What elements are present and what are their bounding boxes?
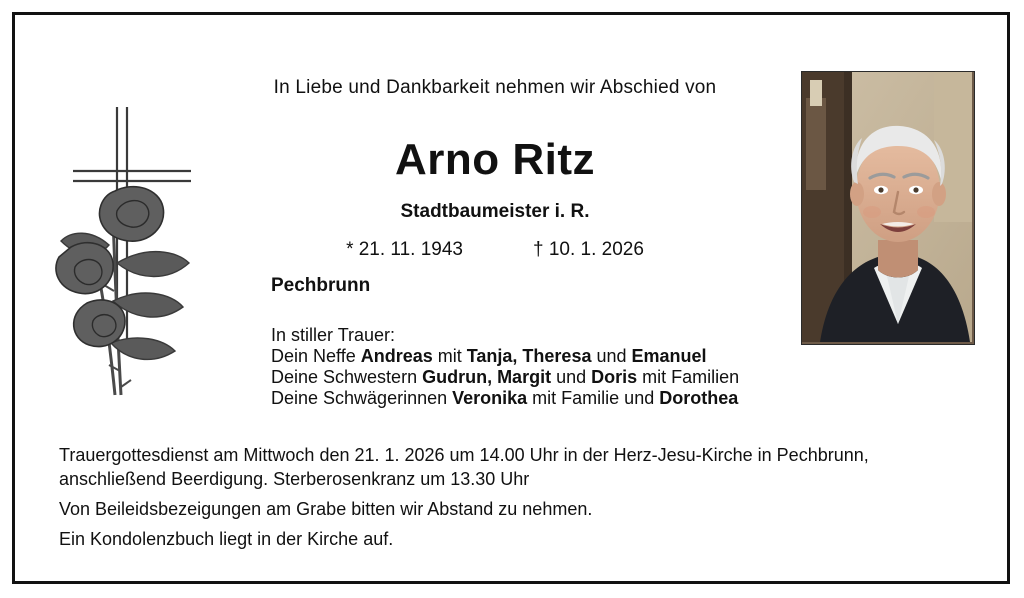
birth-date: * 21. 11. 1943 [346,239,463,260]
intro-line: In Liebe und Dankbarkeit nehmen wir Abschied von [273,77,717,98]
place: Pechbrunn [271,275,371,296]
mourners-1-b1: Andreas [360,346,433,366]
mourners-1-prefix: Dein Neffe [271,346,361,366]
service-line-4: Ein Kondolenzbuch liegt in der Kirche auf. [59,529,394,549]
service-details [59,443,989,557]
mourners-1-mid1: mit [432,346,467,366]
mourners-line-1 [271,346,739,367]
mourners-block [271,325,739,409]
service-line-3: Von Beileidsbezeigungen am Grabe bitten wir Abstand zu nehmen. [59,499,593,519]
mourners-3-b1: Veronika [452,388,528,408]
life-dates [205,239,785,261]
portrait-photo [801,71,975,345]
mourners-1-mid2: und [591,346,632,366]
service-line-2: anschließend Beerdigung. Sterberosenkranz um 13.30 Uhr [59,469,530,489]
mourners-2-b2: Doris [591,367,638,387]
mourners-3-b2: Dorothea [659,388,739,408]
mourners-2-mid2: mit Familien [637,367,740,387]
service-line-1: Trauergottesdienst am Mittwoch den 21. 1. 2026 um 14.00 Uhr in der Herz-Jesu-Kirche in Pechbrunn, [59,445,869,465]
mourners-line-2 [271,367,739,388]
mourners-heading: In stiller Trauer: [271,325,396,345]
mourners-2-prefix: Deine Schwestern [271,367,423,387]
mourners-1-b3: Emanuel [631,346,707,366]
mourners-2-mid1: und [551,367,592,387]
mourners-line-3 [271,388,739,409]
mourners-3-prefix: Deine Schwägerinnen [271,388,453,408]
mourners-3-mid1: mit Familie und [527,388,660,408]
obituary-notice [12,12,1010,584]
cross-with-roses-icon [51,95,231,435]
mourners-2-b1: Gudrun, Margit [422,367,552,387]
mourners-1-b2: Tanja, Theresa [466,346,592,366]
deceased-name: Arno Ritz [394,135,596,184]
profession: Stadtbaumeister i. R. [400,201,590,222]
death-date: † 10. 1. 2026 [532,239,644,260]
